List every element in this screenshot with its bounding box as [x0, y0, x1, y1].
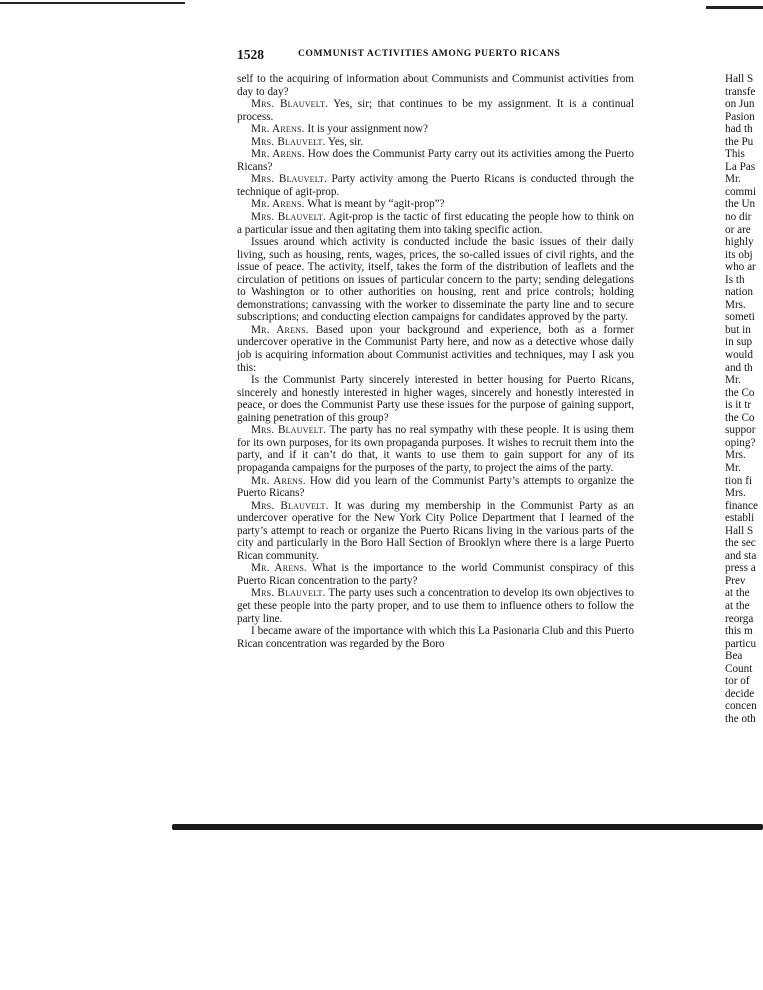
text-line-fragment: Mrs.	[725, 487, 746, 500]
text-line-fragment: the Pu	[725, 135, 754, 148]
left-text-column	[237, 73, 634, 650]
text-line-fragment: in sup	[725, 336, 753, 349]
text-line-fragment: the sec	[725, 537, 756, 550]
paragraph-text: Agit-prop is the tactic of first educating the people how to think on a particular issue and then agitating them into taking specific action.	[237, 211, 634, 236]
text-line-fragment: oping?	[725, 436, 756, 449]
paragraph-text: Issues around which activity is conducted include the basic issues of their daily living, such as housing, rents, wages, prices, the so-called issues of civil rights, and the issue of peace. The activity, itself, takes the form of the distribution of leaflets and the circulation of petitions on issues of particular concern to the party; sending delegations to Washington or to other authorities on housing, rent and price controls; holding demonstrations; canvassing with the worker to disseminate the party line and to secure subscriptions; and conducting election campaigns for candidates approved by the party.	[237, 236, 634, 324]
text-line-fragment: tion fi	[725, 474, 753, 487]
paragraph	[237, 236, 634, 324]
paragraph	[237, 374, 634, 424]
page-number: 1528	[237, 47, 264, 62]
text-line-fragment: commi	[725, 185, 757, 198]
text-line-fragment: its obj	[725, 248, 753, 261]
text-line-fragment: had th	[725, 123, 753, 136]
text-line-fragment: Pasion	[725, 110, 755, 123]
paragraph-text: The party has no real sympathy with these people. It is using them for its own purposes, for its own propaganda purposes. It wishes to recruit them into the party, and if it can’t do that, it wants to use them to gain support for any of its propaganda campaigns for the purposes of the party, to project the aims of the party.	[237, 424, 634, 474]
page-header	[237, 47, 637, 63]
right-text-column-fragment	[725, 73, 763, 725]
paragraph	[237, 148, 634, 173]
speaker-name: Mrs. Blauvelt.	[251, 499, 329, 512]
text-line-fragment: the oth	[725, 712, 756, 725]
text-line-fragment: would	[725, 349, 753, 362]
paragraph	[237, 324, 634, 374]
text-line-fragment: and sta	[725, 549, 757, 562]
paragraph	[237, 500, 634, 563]
text-line-fragment: the Co	[725, 386, 755, 399]
text-line-fragment: decide	[725, 687, 755, 700]
text-line-fragment: at the	[725, 587, 750, 600]
text-line-fragment: is it tr	[725, 399, 752, 412]
speaker-name: Mrs. Blauvelt.	[251, 173, 328, 186]
paragraph-text: Party activity among the Puerto Ricans is conducted through the technique of agit-prop.	[237, 173, 634, 198]
paragraph	[237, 123, 634, 136]
paragraph	[237, 562, 634, 587]
paragraph-text: I became aware of the importance with which this La Pasionaria Club and this Puerto Rican concentration was regarded by the Boro	[237, 625, 634, 650]
text-line-fragment: highly	[725, 236, 754, 249]
paragraph-text: How does the Communist Party carry out its activities among the Puerto Ricans?	[237, 148, 635, 173]
scan-rule-top-left	[0, 2, 185, 4]
paragraph	[237, 136, 634, 149]
speaker-name: Mrs. Blauvelt.	[251, 424, 327, 437]
speaker-name: Mr. Arens.	[251, 123, 305, 136]
paragraph-text: It was during my membership in the Communist Party as an undercover operative for the New York City Police Department that I learned of the party’s attempt to reach or organize the Puerto Ricans living in the various parts of the city and particularly in the Boro Hall Section of Brooklyn where there is a large Puerto Rican community.	[237, 499, 635, 562]
paragraph	[237, 475, 634, 500]
speaker-name: Mr. Arens.	[251, 562, 307, 575]
text-line-fragment: Is th	[725, 273, 745, 286]
paragraph-text: What is meant by “agit-prop”?	[307, 198, 445, 211]
text-line-fragment: concen	[725, 700, 757, 713]
text-line-fragment: at the	[725, 599, 750, 612]
paragraph	[237, 587, 634, 625]
text-line-fragment: transfe	[725, 85, 756, 98]
text-line-fragment: Mr.	[725, 173, 741, 186]
text-line-fragment: the Co	[725, 411, 755, 424]
text-line-fragment: Count	[725, 662, 753, 675]
paragraph	[237, 198, 634, 211]
scan-rule-top-right	[706, 6, 763, 9]
paragraph	[237, 98, 634, 123]
text-line-fragment: suppor	[725, 424, 756, 437]
text-line-fragment: Mr.	[725, 461, 741, 474]
paragraph-text: self to the acquiring of information about Communists and Communist activities from day to day?	[237, 73, 634, 98]
text-line-fragment: on Jun	[725, 98, 755, 111]
speaker-name: Mr. Arens.	[251, 323, 309, 336]
text-line-fragment: Mr.	[725, 374, 741, 387]
speaker-name: Mrs. Blauvelt.	[251, 211, 327, 224]
text-line-fragment: finance	[725, 499, 758, 512]
text-line-fragment: nation	[725, 286, 753, 299]
scan-rule-bottom	[172, 824, 763, 830]
text-line-fragment: this m	[725, 625, 753, 638]
text-line-fragment: This	[725, 148, 745, 161]
text-line-fragment: Hall S	[725, 524, 754, 537]
text-line-fragment: press a	[725, 562, 756, 575]
speaker-name: Mrs. Blauvelt.	[251, 587, 326, 600]
text-line-fragment: who ar	[725, 261, 756, 274]
text-line-fragment: no dir	[725, 211, 752, 224]
paragraph-text: It is your assignment now?	[307, 123, 428, 136]
running-title: COMMUNIST ACTIVITIES AMONG PUERTO RICANS	[298, 49, 561, 59]
text-line-fragment: Mrs.	[725, 298, 746, 311]
paragraph	[237, 73, 634, 98]
text-line-fragment: but in	[725, 323, 751, 336]
paragraph-text: Is the Communist Party sincerely interested in better housing for Puerto Ricans, sincerely and honestly interested in higher wages, sincerely and honestly interested in peace, or does the Communist Party use these issues for the purpose of gaining support, gaining penetration of this group?	[237, 374, 634, 424]
paragraph	[237, 625, 634, 650]
text-line-fragment: Prev	[725, 574, 746, 587]
paragraph-text: How did you learn of the Communist Party’s attempts to organize the Puerto Ricans?	[237, 474, 634, 500]
paragraph	[237, 211, 634, 236]
text-line-fragment: or are	[725, 223, 751, 236]
paragraph-text: Yes, sir; that continues to be my assignment. It is a continual process.	[237, 98, 635, 123]
paragraph	[237, 173, 634, 198]
paragraph	[237, 424, 634, 474]
text-line-fragment: Mrs.	[725, 449, 746, 462]
text-line-fragment: particu	[725, 637, 757, 650]
paragraph-text: The party uses such a concentration to develop its own objectives to get these people into the party proper, and to use them to influence others to follow the party line.	[237, 587, 635, 625]
text-line-fragment: someti	[725, 311, 755, 324]
speaker-name: Mr. Arens.	[251, 148, 305, 161]
text-line-fragment: tor of	[725, 675, 750, 688]
paragraph-text: What is the importance to the world Communist conspiracy of this Puerto Rican concentration to the party?	[237, 562, 634, 587]
speaker-name: Mrs. Blauvelt.	[251, 135, 326, 148]
text-line-fragment: and th	[725, 361, 753, 374]
paragraph-text: Based upon your background and experience, both as a former undercover operative in the Communist Party here, and now as a detective whose daily job is acquiring information about Communist activities and techniques, may I ask you this:	[237, 323, 634, 374]
text-line-fragment: establi	[725, 512, 755, 525]
text-line-fragment: Hall S	[725, 73, 754, 85]
speaker-name: Mrs. Blauvelt.	[251, 98, 329, 111]
text-line-fragment: reorga	[725, 612, 754, 625]
text-line-fragment: the Un	[725, 198, 756, 211]
speaker-name: Mr. Arens.	[251, 474, 306, 487]
speaker-name: Mr. Arens.	[251, 198, 305, 211]
paragraph-text: Yes, sir.	[327, 135, 364, 148]
text-line-fragment: Bea	[725, 650, 743, 663]
text-line-fragment: La Pas	[725, 160, 756, 173]
